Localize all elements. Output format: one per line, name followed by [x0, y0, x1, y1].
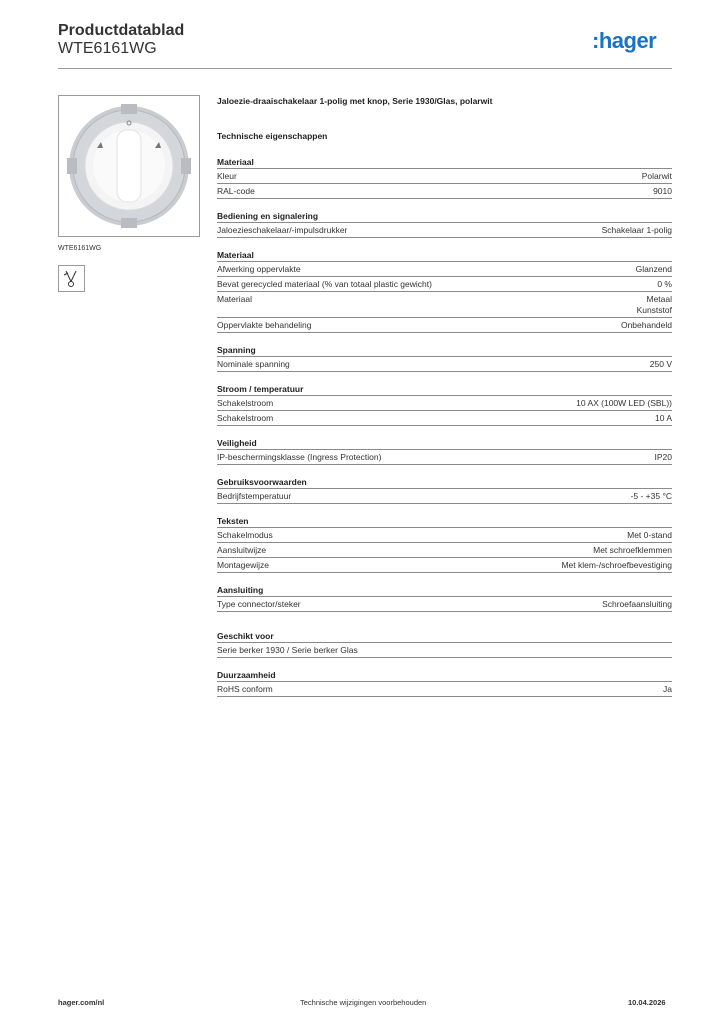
- section-title: Teksten: [217, 515, 672, 528]
- spec-value-line: Met schroefklemmen: [593, 545, 672, 555]
- spec-row: [217, 489, 672, 504]
- spec-value: [642, 171, 672, 182]
- spec-label: Afwerking oppervlakte: [217, 264, 301, 274]
- roller-shutter-switch-symbol-icon: [58, 265, 85, 292]
- spec-row: [217, 597, 672, 612]
- footer-website[interactable]: hager.com/nl: [58, 998, 105, 1007]
- spec-value: [631, 491, 672, 502]
- spec-label: IP-beschermingsklasse (Ingress Protection): [217, 452, 382, 462]
- spec-label: Schakelstroom: [217, 398, 274, 408]
- spec-row: [217, 543, 672, 558]
- spec-row: [217, 277, 672, 292]
- spec-value: [663, 684, 672, 695]
- spec-value-line: IP20: [654, 452, 672, 462]
- logo-text: hager: [598, 28, 657, 53]
- spec-row: [217, 318, 672, 333]
- spec-label: Kleur: [217, 171, 237, 181]
- spec-value: [593, 545, 672, 556]
- spec-section: [217, 669, 672, 697]
- spec-label: Schakelstroom: [217, 413, 274, 423]
- spec-section: [217, 476, 672, 504]
- spec-value-line: Met klem-/schroefbevestiging: [561, 560, 672, 570]
- spec-value-line: 0 %: [657, 279, 672, 289]
- product-code: WTE6161WG: [58, 40, 157, 57]
- spec-section: [217, 249, 672, 333]
- section-title: Bediening en signalering: [217, 210, 672, 223]
- spec-label: RoHS conform: [217, 684, 273, 694]
- spec-value-line: Schroefaansluiting: [602, 599, 672, 609]
- spec-value: [655, 452, 673, 463]
- hager-logo: :hager: [592, 28, 657, 53]
- section-title: Aansluiting: [217, 584, 672, 597]
- spec-value-line: Met 0-stand: [627, 530, 672, 540]
- spec-value: [636, 264, 672, 275]
- section-title: Duurzaamheid: [217, 669, 672, 682]
- spec-row: [217, 292, 672, 318]
- spec-row: [217, 396, 672, 411]
- image-caption: WTE6161WG: [58, 245, 102, 252]
- section-title: Geschikt voor: [217, 630, 672, 643]
- section-title: Veiligheid: [217, 437, 672, 450]
- spec-value: [653, 186, 672, 197]
- spec-value: [576, 398, 672, 409]
- footer-date: 10.04.2026: [628, 998, 666, 1007]
- spec-value-line: -5 - +35 °C: [630, 491, 672, 501]
- section-title: Stroom / temperatuur: [217, 383, 672, 396]
- spec-label: Bevat gerecycled materiaal (% van totaal plastic gewicht): [217, 279, 432, 289]
- spec-value: [655, 413, 672, 424]
- spec-value-line: 10 A: [654, 413, 672, 423]
- spec-value: [650, 359, 672, 370]
- spec-label: Oppervlakte behandeling: [217, 320, 312, 330]
- spec-label: Serie berker 1930 / Serie berker Glas: [217, 645, 358, 655]
- page-title: Productdatablad: [58, 22, 185, 39]
- spec-value-line: Ja: [663, 684, 672, 694]
- spec-section: [217, 515, 672, 573]
- section-title: Materiaal: [217, 249, 672, 262]
- spec-value: [602, 225, 672, 236]
- spec-value-line: Kunststof: [636, 305, 672, 315]
- spec-value-line: Metaal: [646, 294, 672, 304]
- spec-section: [217, 344, 672, 372]
- spec-label: Type connector/steker: [217, 599, 301, 609]
- spec-value-line: Schakelaar 1-polig: [601, 225, 672, 235]
- spec-value-line: Onbehandeld: [620, 320, 672, 330]
- header-divider: [58, 68, 672, 69]
- spec-label: Montagewijze: [217, 560, 269, 570]
- spec-value-line: Polarwit: [641, 171, 672, 181]
- spec-row: [217, 411, 672, 426]
- spec-row: [217, 169, 672, 184]
- spec-value: [621, 320, 672, 331]
- spec-row: [217, 558, 672, 573]
- spec-label: Materiaal: [217, 294, 252, 304]
- spec-value-line: Glanzend: [635, 264, 672, 274]
- spec-section: [217, 584, 672, 612]
- section-title: Spanning: [217, 344, 672, 357]
- section-title: Gebruiksvoorwaarden: [217, 476, 672, 489]
- spec-label: RAL-code: [217, 186, 255, 196]
- spec-row: [217, 450, 672, 465]
- spec-value: [561, 560, 672, 571]
- spec-label: Schakelmodus: [217, 530, 273, 540]
- spec-section: [217, 210, 672, 238]
- spec-value-line: 250 V: [649, 359, 672, 369]
- spec-label: Aansluitwijze: [217, 545, 267, 555]
- spec-row: [217, 682, 672, 697]
- spec-value: [602, 599, 672, 610]
- footer-notice: Technische wijzigingen voorbehouden: [300, 998, 427, 1007]
- spec-section: [217, 630, 672, 658]
- section-title: Materiaal: [217, 156, 672, 169]
- spec-table: [217, 156, 672, 708]
- spec-label: Nominale spanning: [217, 359, 290, 369]
- product-image: [58, 95, 200, 237]
- spec-row: [217, 262, 672, 277]
- spec-section: [217, 383, 672, 426]
- spec-row: [217, 643, 672, 658]
- spec-value: [637, 294, 672, 316]
- spec-label: Jaloezieschakelaar/-impulsdrukker: [217, 225, 348, 235]
- spec-value: [627, 530, 672, 541]
- spec-row: [217, 223, 672, 238]
- spec-label: Bedrijfstemperatuur: [217, 491, 292, 501]
- product-description: Jaloezie-draaischakelaar 1-polig met knop, Serie 1930/Glas, polarwit: [217, 96, 493, 106]
- spec-row: [217, 184, 672, 199]
- spec-row: [217, 357, 672, 372]
- spec-value-line: 10 AX (100W LED (SBL)): [576, 398, 672, 408]
- spec-value: [657, 279, 672, 290]
- spec-section: [217, 437, 672, 465]
- spec-section: [217, 156, 672, 199]
- spec-value-line: 9010: [653, 186, 672, 196]
- spec-row: [217, 528, 672, 543]
- tech-properties-heading: Technische eigenschappen: [217, 131, 328, 141]
